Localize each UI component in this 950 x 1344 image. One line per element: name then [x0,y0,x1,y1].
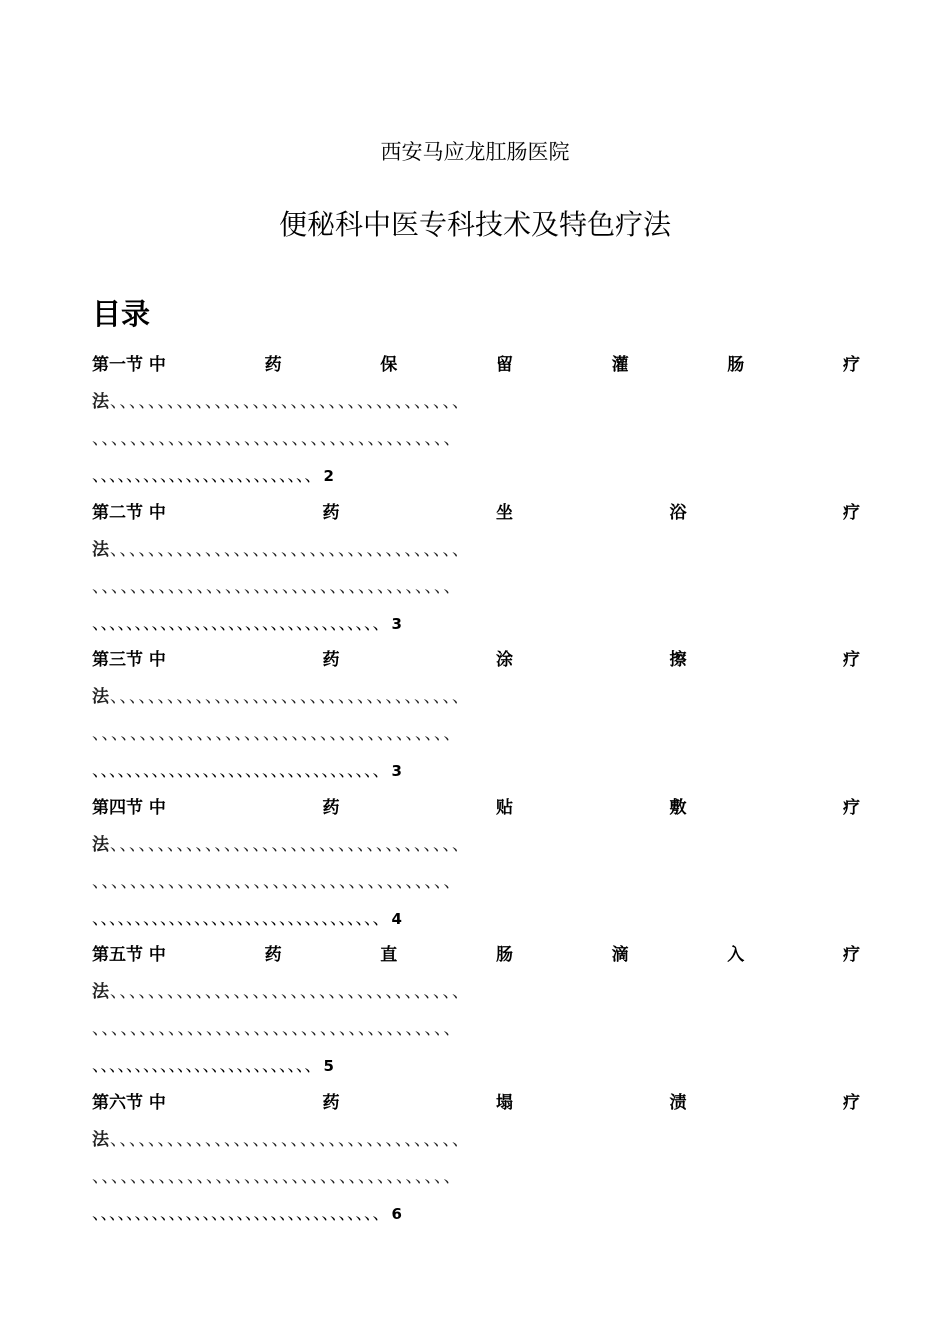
leader-dots: 、、、、、、、、、、、、、、、、、、、、、、、、、、、、、、、、、、、、、、 [92,576,462,597]
toc-title-segment: 第六节 中 [92,1092,166,1113]
toc-entry-title[interactable] [92,1090,860,1116]
toc-leader-line [92,684,860,710]
toc-entry-title[interactable] [92,795,860,821]
toc-entry-title[interactable] [92,500,860,526]
toc-leader-line [92,1053,860,1079]
toc-title-segment: 疗 [842,797,860,818]
toc-title-segment: 第三节 中 [92,650,166,670]
toc-title-segment: 直 [380,945,398,965]
toc-leader-line [92,426,860,452]
toc-leader-line [92,537,860,563]
toc-leader-line [92,574,860,600]
toc-leader-line [92,1164,860,1190]
toc-title-segment: 第二节 中 [92,502,166,523]
toc-leader-line [92,869,860,895]
toc-title-segment: 第四节 中 [92,797,166,818]
leader-dots: 、、、、、、、、、、、、、、、、、、、、、、、、、、、、、、、、、、 [92,613,390,634]
toc-entry-title[interactable] [92,352,860,378]
leader-dots: 、、、、、、、、、、、、、、、、、、、、、、、、、、、、、、、、、、 [92,908,390,929]
toc-title-segment: 疗 [842,1092,860,1113]
toc-leader-line [92,1127,860,1153]
leader-dots: 、、、、、、、、、、、、、、、、、、、、、、、、、、、、、、、、、、 [92,1203,390,1224]
toc-page-number[interactable]: 3 [391,762,402,780]
toc-page-number[interactable]: 3 [391,614,402,633]
toc-title-segment: 药 [264,945,282,965]
toc-title-segment: 肠 [727,355,745,375]
leader-dots: 、、、、、、、、、、、、、、、、、、、、、、、、、、、、、、、、、、、、、 [110,392,470,412]
toc-leader-line [92,832,860,858]
toc-title-segment: 滴 [611,945,629,965]
toc-title-segment: 浴 [669,502,687,523]
toc-title-segment: 擦 [669,650,687,670]
toc-page-number[interactable]: 5 [323,1057,334,1075]
toc-page-number[interactable]: 2 [323,467,334,485]
toc-leader-line [92,758,860,784]
toc-leader-line [92,389,860,415]
leader-dots: 、、、、、、、、、、、、、、、、、、、、、、、、、、、、、、、、、、、、、、 [92,724,462,744]
toc-title-segment: 涂 [495,650,513,670]
toc-title-segment: 入 [727,945,745,965]
toc-title-segment: 疗 [842,945,860,965]
toc-title-segment: 药 [322,1092,340,1113]
toc-title-continuation: 法 [92,539,110,560]
toc-title-segment: 药 [322,502,340,523]
toc-leader-line [92,721,860,747]
toc-title-segment: 贴 [495,797,513,818]
leader-dots: 、、、、、、、、、、、、、、、、、、、、、、、、、、、、、、、、、、、、、 [110,539,470,560]
toc-title-segment: 保 [380,355,398,375]
leader-dots: 、、、、、、、、、、、、、、、、、、、、、、、、、、 [92,1056,322,1076]
toc-title-continuation: 法 [92,982,110,1002]
toc-title-segment: 疗 [842,650,860,670]
toc-leader-line [92,1201,860,1227]
toc-title-continuation: 法 [92,687,110,707]
leader-dots: 、、、、、、、、、、、、、、、、、、、、、、、、、、、、、、、、、、、、、、 [92,1019,462,1039]
toc-leader-line [92,979,860,1005]
toc-leader-line [92,906,860,932]
toc-title-segment: 药 [322,797,340,818]
toc-title-segment: 药 [322,650,340,670]
toc-title-continuation: 法 [92,834,110,855]
toc-title-continuation: 法 [92,1129,110,1150]
toc-leader-line [92,1016,860,1042]
leader-dots: 、、、、、、、、、、、、、、、、、、、、、、、、、、、、、、、、、、、、、 [110,982,470,1002]
toc-title-segment: 第一节 中 [92,355,166,375]
leader-dots: 、、、、、、、、、、、、、、、、、、、、、、、、、、、、、、、、、、、、、 [110,1129,470,1150]
toc-entry-title[interactable] [92,942,860,968]
toc-title-segment: 塌 [495,1092,513,1113]
toc-title-segment: 留 [495,355,513,375]
leader-dots: 、、、、、、、、、、、、、、、、、、、、、、、、、、、、、、、、、、 [92,761,390,781]
toc-title-segment: 敷 [669,797,687,818]
leader-dots: 、、、、、、、、、、、、、、、、、、、、、、、、、、、、、、、、、、、、、、 [92,871,462,892]
toc-entry-title[interactable] [92,647,860,673]
toc-title-segment: 坐 [495,502,513,523]
toc-leader-line [92,611,860,637]
leader-dots: 、、、、、、、、、、、、、、、、、、、、、、、、、、、、、、、、、、、、、 [110,687,470,707]
toc-page-number[interactable]: 4 [391,909,402,928]
toc-title-segment: 第五节 中 [92,945,166,965]
toc-title-segment: 肠 [495,945,513,965]
document-title: 便秘科中医专科技术及特色疗法 [278,208,671,241]
toc-title-continuation: 法 [92,392,110,412]
leader-dots: 、、、、、、、、、、、、、、、、、、、、、、、、、、、、、、、、、、、、、、 [92,1166,462,1187]
leader-dots: 、、、、、、、、、、、、、、、、、、、、、、、、、、、、、、、、、、、、、 [110,834,470,855]
hospital-name: 西安马应龙肛肠医院 [380,140,570,164]
toc-page-number[interactable]: 6 [391,1204,402,1223]
toc-heading: 目录 [92,297,151,331]
leader-dots: 、、、、、、、、、、、、、、、、、、、、、、、、、、 [92,466,322,486]
toc-title-segment: 疗 [842,355,860,375]
leader-dots: 、、、、、、、、、、、、、、、、、、、、、、、、、、、、、、、、、、、、、、 [92,429,462,449]
toc-title-segment: 疗 [842,502,860,523]
toc-leader-line [92,463,860,489]
toc-title-segment: 药 [264,355,282,375]
toc-title-segment: 灌 [611,355,629,375]
toc-title-segment: 渍 [669,1092,687,1113]
